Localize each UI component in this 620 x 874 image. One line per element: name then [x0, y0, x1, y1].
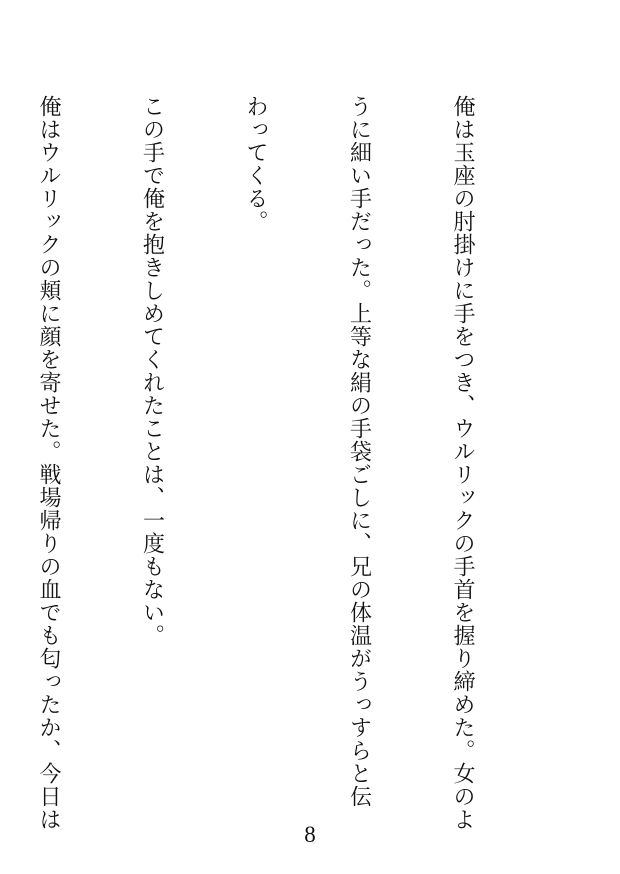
text-line: この手で俺を抱きしめてくれたことは、一度もない。	[139, 95, 165, 647]
page-number: 8	[304, 822, 316, 847]
text-line: わってくる。	[243, 95, 268, 233]
text-line: 俺は玉座の肘掛けに手をつき、ウルリックの手首を握り締めた。女のよ	[450, 95, 475, 831]
text-line: うに細い手だった。上等な絹の手袋ごしに、兄の体温がうっすらと伝	[346, 95, 372, 808]
body-text	[0, 95, 548, 831]
text-line: 俺はウルリックの頬に顔を寄せた。戦場帰りの血でも匂ったか、今日は	[36, 95, 61, 831]
